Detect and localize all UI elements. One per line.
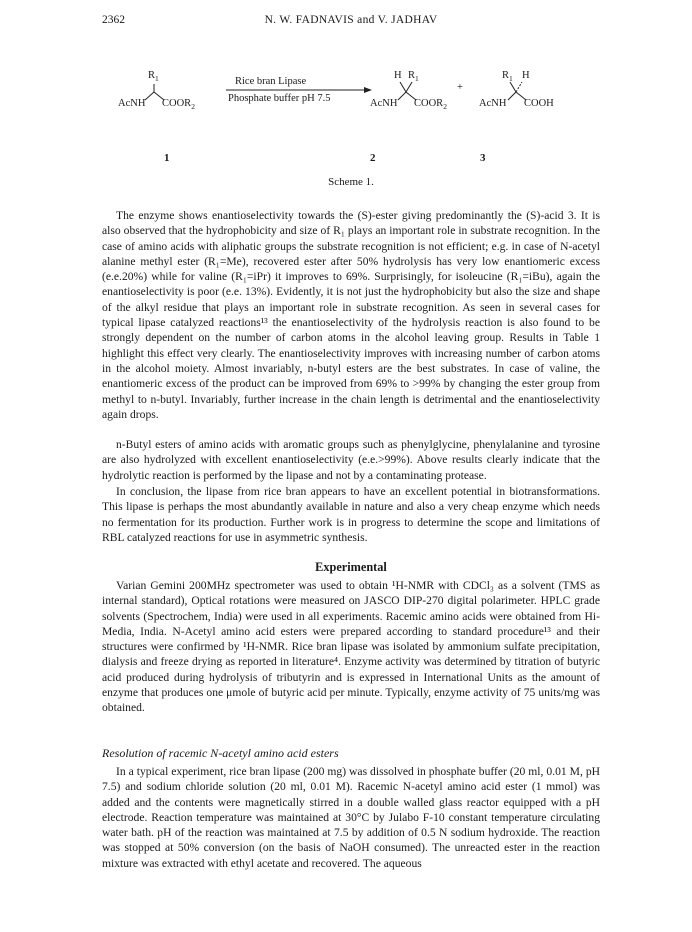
substrate-r1: $R_1$: [148, 70, 159, 84]
compound-label-1: 1: [164, 152, 170, 164]
subsection-title-resolution: Resolution of racemic N-acetyl amino acid esters: [102, 746, 339, 760]
plus-sign: +: [457, 82, 463, 93]
compound-label-2: 2: [370, 152, 376, 164]
product3-acnh: AcNH: [479, 98, 507, 109]
reaction-scheme: [102, 60, 600, 200]
product2-acnh: AcNH: [370, 98, 398, 109]
paragraph-resolution-procedure: In a typical experiment, rice bran lipase (200 mg) was dissolved in phosphate buffer (20 ml, 0.01 M, pH 7.5) and sodium chloride solution (20 ml, 0.01 M). Racemic N-acetyl amino acid ester (1 mmol) was added and the contents were magnetically stirred in a double walled glass reactor equipped with a pH electrode. Reaction temperature was maintained at 30°C by Julabo F-10 constant temperature circulating water bath. pH of the reaction was maintained at 7.5 by addition of 0.5 N sodium hydroxide. The reaction was stopped at 50% conversion (on the basis of NaOH consumed). The unreacted ester in the reaction mixture was extracted with ethyl acetate and recovered. The aqueous: [102, 765, 600, 870]
product3-h: H: [522, 70, 530, 81]
section-title-experimental: Experimental: [315, 560, 387, 574]
compound-label-3: 3: [480, 152, 486, 164]
scheme-caption: Scheme 1.: [328, 176, 374, 188]
product2-coor2: $COOR_2$: [414, 98, 447, 112]
paragraph-aromatic-esters: n-Butyl esters of amino acids with aromatic groups such as phenylglycine, phenylalanine and tyrosine are also hydrolyzed with excellent enantioselectivity (e.e.>99%). Above results clearly indicate that the hydrolytic reaction is performed by the lipase and not by a contaminating protease.: [102, 438, 600, 482]
running-header: [102, 14, 600, 32]
paragraph-enantioselectivity: The enzyme shows enantioselectivity towards the (S)-ester giving predominantly the (S)-acid 3. It is also observed that the hydrophobicity and size of R₁ plays an important role in substrate recognition. In the case of amino acids with aliphatic groups the substrate recognition is not efficient; e.g. in case of N-acetyl alanine methyl ester (R₁=Me), recovered ester after 50% hydrolysis has very low enantiomeric excess (e.e.20%) while for valine (R₁=iPr) it improves to 69%. Surprisingly, for isoleucine (R₁=iBu), again the enantioselectivity is poor (e.e. 13%). Evidently, it is not just the hydrophobicity but also the size and shape of the alkyl residue that plays an important role in substrate recognition. As seen in several cases for typical lipase catalyzed reactions¹³ the enantioselectivity of the hydrolysis reaction is also found to be strongly dependent on the number of carbon atoms in the alcohol leaving group. Results in Table 1 highlight this effect very clearly. The enantioselectivity improves with increasing number of carbon atoms in the alcohol moiety. Almost invariably, n-butyl esters are the best substrates. In case of valine, the enantiomeric excess of the product can be improved from 69% to >99% by changing the ester group from methyl to n-butyl. Invariably, further increase in the chain length is detrimental and the enantioselectivity again drops.: [102, 209, 600, 421]
product3-cooh: COOH: [524, 98, 554, 109]
substrate-coor2: $COOR_2$: [162, 98, 195, 112]
product2-h: H: [394, 70, 402, 81]
arrow-reagent: Rice bran Lipase: [235, 76, 307, 87]
paragraph-instruments: Varian Gemini 200MHz spectrometer was used to obtain ¹H-NMR with CDCl₃ as a solvent (TMS as internal standard), Optical rotations were measured on JASCO DIP-270 digital polarimeter. HPLC grade solvents (Spectrochem, India) were used in all experiments. Racemic amino acids were obtained from Hi-Media, India. N-Acetyl amino acid esters were prepared according to standard procedure¹³ and their structures were confirmed by ¹H-NMR. Rice bran lipase was isolated by ammonium sulfate precipitation, dialysis and freeze drying as reported in literature⁴. Enzyme activity was determined by titration of butyric acid produced during hydrolysis of tributyrin and is expressed in International Units as the amount of enzyme that produces one μmole of butyric acid per minute. Typically, enzyme activity of 75 units/mg was obtained.: [102, 579, 600, 715]
paragraph-conclusion: In conclusion, the lipase from rice bran appears to have an excellent potential in biotransformations. This lipase is perhaps the most abundantly available in nature and also a very cheap enzyme which needs no fermentation for its production. Further work is in progress to determine the scope and limitations of RBL catalyzed reactions for use in asymmetric synthesis.: [102, 485, 600, 544]
page-number: 2362: [102, 14, 125, 26]
substrate-acnh: AcNH: [118, 98, 146, 109]
product3-r1: $R_1$: [502, 70, 513, 84]
product2-r1: $R_1$: [408, 70, 419, 84]
running-authors: N. W. FADNAVIS and V. JADHAV: [264, 14, 438, 26]
arrow-condition: Phosphate buffer pH 7.5: [228, 93, 331, 104]
